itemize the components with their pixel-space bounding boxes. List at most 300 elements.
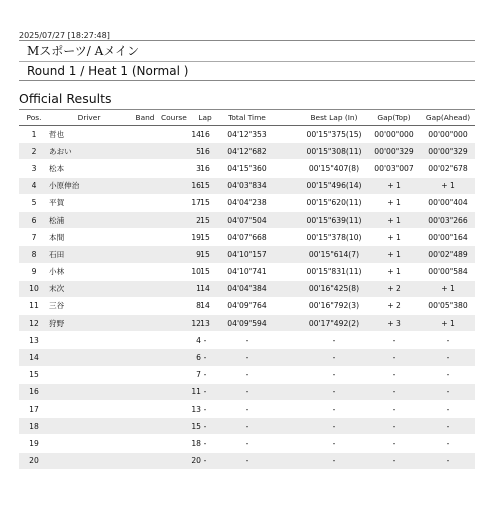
cell-lap-text: -: [203, 438, 207, 448]
table-row: [19, 332, 475, 349]
cell-best-lap: [289, 453, 379, 469]
cell-total-time: [217, 453, 277, 469]
cell-gap-ahead-text: 00'00"329: [428, 146, 468, 156]
cell-gap-ahead-text: 00'00"164: [428, 232, 468, 242]
cell-course-text: 17: [191, 198, 201, 208]
cell-best-lap: [289, 298, 379, 314]
cell-course-text: 18: [191, 438, 201, 448]
cell-gap-ahead: [423, 212, 473, 228]
cell-total-time-text: -: [245, 387, 249, 397]
cell-gap-ahead: [423, 126, 473, 142]
cell-total-time-text: 04'12"682: [227, 146, 267, 156]
cell-pos-text: 8: [31, 249, 37, 259]
table-row: [19, 126, 475, 143]
cell-pos: [19, 384, 49, 400]
cell-pos-text: 19: [29, 438, 39, 448]
cell-gap-ahead-text: -: [446, 456, 450, 466]
cell-driver: [49, 143, 129, 159]
print-timestamp: 2025/07/27 [18:27:48]: [19, 31, 110, 40]
cell-gap-ahead-text: -: [446, 404, 450, 414]
event-title: Mスポーツ/ Aメイン: [19, 41, 475, 62]
cell-total-time-text: 04'12"353: [227, 129, 267, 139]
table-row: [19, 281, 475, 298]
cell-driver: [49, 246, 129, 262]
header-band: Band: [135, 113, 155, 122]
event-header: [19, 40, 475, 81]
table-row: [19, 178, 475, 195]
cell-gap-top-text: + 3: [387, 318, 401, 328]
table-row: [19, 229, 475, 246]
cell-gap-ahead-text: -: [446, 370, 450, 380]
header-total-time: Total Time: [228, 113, 266, 122]
cell-band: [129, 367, 161, 383]
cell-pos-text: 10: [29, 284, 39, 294]
cell-pos: [19, 229, 49, 245]
cell-best-lap-text: 00'15"496(14): [306, 181, 362, 191]
cell-gap-top-text: + 1: [387, 181, 401, 191]
cell-driver: [49, 384, 129, 400]
cell-lap-text: 14: [200, 284, 210, 294]
cell-gap-ahead-text: + 1: [441, 284, 455, 294]
cell-total-time: [217, 418, 277, 434]
cell-gap-ahead-text: -: [446, 387, 450, 397]
cell-best-lap-text: 00'15"620(11): [306, 198, 362, 208]
cell-driver: [49, 126, 129, 142]
cell-best-lap-text: -: [332, 353, 336, 363]
cell-best-lap: [289, 126, 379, 142]
cell-total-time-text: 04'10"741: [227, 267, 267, 277]
cell-best-lap-text: 00'15"378(10): [306, 232, 362, 242]
cell-driver: [49, 178, 129, 194]
cell-best-lap: [289, 315, 379, 331]
cell-best-lap: [289, 367, 379, 383]
cell-gap-ahead: [423, 264, 473, 280]
cell-driver: [49, 315, 129, 331]
cell-total-time: [217, 315, 277, 331]
cell-band: [129, 195, 161, 211]
cell-gap-ahead: [423, 349, 473, 365]
cell-gap-top: [369, 418, 419, 434]
cell-band: [129, 349, 161, 365]
cell-gap-ahead: [423, 453, 473, 469]
cell-best-lap: [289, 246, 379, 262]
cell-pos: [19, 143, 49, 159]
cell-total-time: [217, 264, 277, 280]
cell-gap-ahead-text: 00'00"000: [428, 129, 468, 139]
table-header-row: [19, 110, 475, 126]
cell-gap-top: [369, 453, 419, 469]
cell-lap-text: -: [203, 370, 207, 380]
cell-gap-ahead: [423, 332, 473, 348]
table-row: [19, 315, 475, 332]
cell-driver: [49, 435, 129, 451]
cell-pos: [19, 195, 49, 211]
cell-band: [129, 160, 161, 176]
cell-driver-text: 哲也: [49, 129, 65, 139]
table-row: [19, 349, 475, 366]
cell-total-time: [217, 160, 277, 176]
cell-gap-top-text: -: [392, 370, 396, 380]
cell-gap-ahead-text: 00'02"489: [428, 249, 468, 259]
cell-best-lap-text: -: [332, 335, 336, 345]
cell-band: [129, 298, 161, 314]
cell-pos: [19, 332, 49, 348]
cell-total-time-text: -: [245, 421, 249, 431]
cell-best-lap: [289, 435, 379, 451]
cell-course-text: 5: [196, 146, 201, 156]
cell-pos: [19, 298, 49, 314]
cell-course-text: 12: [191, 318, 201, 328]
cell-total-time-text: 04'09"764: [227, 301, 267, 311]
header-driver: Driver: [77, 113, 101, 122]
cell-pos-text: 1: [31, 129, 37, 139]
cell-total-time: [217, 212, 277, 228]
cell-pos-text: 2: [31, 146, 37, 156]
cell-course-text: 11: [191, 387, 201, 397]
cell-pos-text: 15: [29, 370, 39, 380]
cell-gap-top: [369, 160, 419, 176]
cell-lap-text: -: [203, 353, 207, 363]
cell-best-lap-text: 00'15"375(15): [306, 129, 362, 139]
cell-gap-ahead-text: -: [446, 421, 450, 431]
cell-gap-ahead-text: -: [446, 438, 450, 448]
cell-driver-text: 本間: [49, 232, 65, 242]
cell-driver: [49, 212, 129, 228]
cell-total-time-text: -: [245, 404, 249, 414]
cell-lap-text: 16: [200, 146, 210, 156]
cell-lap-text: 15: [200, 181, 210, 191]
cell-gap-ahead: [423, 384, 473, 400]
cell-gap-ahead-text: 00'00"404: [428, 198, 468, 208]
cell-pos-text: 4: [31, 181, 37, 191]
cell-band: [129, 143, 161, 159]
cell-driver-text: 狩野: [49, 318, 65, 328]
cell-driver-text: あおい: [49, 146, 72, 156]
cell-driver-text: 三谷: [49, 301, 65, 311]
cell-gap-ahead: [423, 435, 473, 451]
cell-gap-top: [369, 435, 419, 451]
cell-best-lap-text: -: [332, 456, 336, 466]
table-row: [19, 195, 475, 212]
cell-best-lap-text: -: [332, 404, 336, 414]
cell-best-lap: [289, 264, 379, 280]
cell-gap-top: [369, 332, 419, 348]
cell-total-time: [217, 178, 277, 194]
cell-course-text: 19: [191, 232, 201, 242]
cell-pos-text: 14: [29, 353, 39, 363]
cell-gap-top-text: -: [392, 456, 396, 466]
cell-best-lap: [289, 143, 379, 159]
cell-best-lap-text: 00'15"407(8): [308, 163, 360, 173]
cell-gap-ahead: [423, 281, 473, 297]
cell-pos: [19, 178, 49, 194]
cell-best-lap: [289, 401, 379, 417]
cell-pos: [19, 160, 49, 176]
cell-total-time-text: 04'04"238: [227, 198, 267, 208]
table-row: [19, 418, 475, 435]
cell-course-text: 14: [191, 129, 201, 139]
results-table: [19, 109, 475, 470]
cell-pos: [19, 212, 49, 228]
cell-best-lap-text: -: [332, 387, 336, 397]
cell-total-time-text: 04'07"668: [227, 232, 267, 242]
header-pos: Pos.: [26, 113, 42, 122]
header-gap-top: Gap(Top): [377, 113, 411, 122]
cell-best-lap-text: 00'15"639(11): [306, 215, 362, 225]
cell-driver: [49, 453, 129, 469]
cell-pos-text: 16: [29, 387, 39, 397]
cell-pos-text: 12: [29, 318, 39, 328]
cell-pos: [19, 126, 49, 142]
cell-driver: [49, 298, 129, 314]
cell-course-text: 6: [196, 353, 201, 363]
cell-gap-top-text: -: [392, 421, 396, 431]
cell-gap-ahead: [423, 401, 473, 417]
cell-gap-ahead-text: -: [446, 353, 450, 363]
cell-best-lap: [289, 178, 379, 194]
cell-total-time-text: 04'09"594: [227, 318, 267, 328]
cell-gap-ahead: [423, 160, 473, 176]
cell-best-lap: [289, 281, 379, 297]
cell-lap-text: 15: [200, 215, 210, 225]
cell-gap-top-text: + 1: [387, 215, 401, 225]
cell-gap-top: [369, 178, 419, 194]
cell-pos: [19, 315, 49, 331]
cell-total-time: [217, 143, 277, 159]
cell-total-time: [217, 349, 277, 365]
cell-lap-text: 15: [200, 198, 210, 208]
table-row: [19, 160, 475, 177]
cell-lap-text: 13: [200, 318, 210, 328]
table-row: [19, 246, 475, 263]
cell-gap-ahead: [423, 298, 473, 314]
cell-total-time: [217, 298, 277, 314]
cell-driver-text: 末次: [49, 284, 65, 294]
cell-gap-top-text: -: [392, 353, 396, 363]
section-title: Official Results: [19, 91, 112, 106]
cell-band: [129, 315, 161, 331]
cell-best-lap-text: -: [332, 370, 336, 380]
cell-total-time: [217, 195, 277, 211]
cell-pos-text: 11: [29, 301, 39, 311]
cell-gap-top: [369, 349, 419, 365]
cell-best-lap: [289, 212, 379, 228]
cell-best-lap-text: 00'15"308(11): [306, 146, 362, 156]
cell-band: [129, 178, 161, 194]
cell-course-text: 2: [196, 215, 201, 225]
cell-gap-top-text: 00'03"007: [374, 163, 414, 173]
table-row: [19, 212, 475, 229]
cell-pos-text: 13: [29, 335, 39, 345]
cell-driver: [49, 418, 129, 434]
cell-lap-text: 15: [200, 249, 210, 259]
cell-total-time-text: -: [245, 438, 249, 448]
cell-driver-text: 松本: [49, 163, 65, 173]
cell-course-text: 4: [196, 335, 201, 345]
cell-pos-text: 3: [31, 163, 37, 173]
cell-lap-text: 15: [200, 267, 210, 277]
cell-total-time: [217, 367, 277, 383]
cell-driver: [49, 401, 129, 417]
cell-driver: [49, 332, 129, 348]
cell-total-time-text: 04'10"157: [227, 249, 267, 259]
cell-gap-top: [369, 195, 419, 211]
cell-gap-top-text: -: [392, 404, 396, 414]
cell-band: [129, 229, 161, 245]
cell-driver: [49, 281, 129, 297]
cell-gap-top-text: -: [392, 335, 396, 345]
cell-band: [129, 126, 161, 142]
cell-gap-top: [369, 315, 419, 331]
cell-band: [129, 384, 161, 400]
cell-gap-top: [369, 401, 419, 417]
cell-pos: [19, 349, 49, 365]
cell-gap-top-text: + 1: [387, 249, 401, 259]
cell-gap-top-text: -: [392, 438, 396, 448]
table-row: [19, 435, 475, 452]
cell-total-time: [217, 126, 277, 142]
cell-total-time-text: 04'04"384: [227, 284, 267, 294]
cell-course-text: 3: [196, 163, 201, 173]
cell-gap-ahead: [423, 315, 473, 331]
cell-band: [129, 212, 161, 228]
cell-total-time: [217, 281, 277, 297]
cell-band: [129, 453, 161, 469]
table-row: [19, 367, 475, 384]
cell-pos-text: 7: [31, 232, 37, 242]
cell-driver-text: 松浦: [49, 215, 65, 225]
cell-course-text: 13: [191, 404, 201, 414]
cell-total-time: [217, 401, 277, 417]
cell-gap-ahead-text: 00'00"584: [428, 267, 468, 277]
cell-gap-top-text: + 1: [387, 232, 401, 242]
cell-lap-text: 16: [200, 129, 210, 139]
cell-gap-ahead: [423, 418, 473, 434]
cell-pos-text: 18: [29, 421, 39, 431]
cell-gap-ahead: [423, 246, 473, 262]
table-row: [19, 401, 475, 418]
cell-gap-top: [369, 212, 419, 228]
cell-driver: [49, 349, 129, 365]
cell-gap-top-text: 00'00"000: [374, 129, 414, 139]
cell-band: [129, 281, 161, 297]
cell-best-lap: [289, 332, 379, 348]
cell-gap-top-text: + 1: [387, 267, 401, 277]
cell-pos: [19, 264, 49, 280]
cell-driver: [49, 264, 129, 280]
cell-gap-top: [369, 298, 419, 314]
cell-gap-top: [369, 143, 419, 159]
cell-course-text: 1: [196, 284, 201, 294]
cell-total-time: [217, 435, 277, 451]
table-row: [19, 453, 475, 470]
cell-pos-text: 9: [31, 267, 37, 277]
cell-total-time-text: 04'03"834: [227, 181, 267, 191]
cell-gap-top-text: + 1: [387, 198, 401, 208]
cell-total-time-text: -: [245, 353, 249, 363]
cell-gap-top-text: + 2: [387, 301, 401, 311]
header-gap-ahead: Gap(Ahead): [425, 113, 471, 122]
cell-best-lap-text: -: [332, 438, 336, 448]
cell-gap-ahead-text: 00'03"266: [428, 215, 468, 225]
cell-lap-text: -: [203, 421, 207, 431]
cell-total-time-text: -: [245, 370, 249, 380]
cell-pos: [19, 435, 49, 451]
cell-pos: [19, 281, 49, 297]
cell-total-time-text: -: [245, 456, 249, 466]
cell-lap-text: -: [203, 404, 207, 414]
cell-band: [129, 264, 161, 280]
cell-pos-text: 6: [31, 215, 37, 225]
cell-best-lap: [289, 229, 379, 245]
cell-gap-top: [369, 367, 419, 383]
cell-lap-text: 16: [200, 163, 210, 173]
cell-pos: [19, 367, 49, 383]
cell-total-time: [217, 384, 277, 400]
cell-pos-text: 17: [29, 404, 39, 414]
cell-pos: [19, 401, 49, 417]
cell-pos-text: 5: [31, 198, 37, 208]
cell-course-text: 10: [191, 267, 201, 277]
header-course: Course: [161, 113, 187, 122]
cell-lap-text: -: [203, 387, 207, 397]
cell-best-lap: [289, 195, 379, 211]
cell-gap-top: [369, 281, 419, 297]
cell-band: [129, 401, 161, 417]
cell-total-time-text: -: [245, 335, 249, 345]
cell-course-text: 15: [191, 421, 201, 431]
cell-driver-text: 小林: [49, 267, 65, 277]
table-row: [19, 143, 475, 160]
cell-gap-top-text: -: [392, 387, 396, 397]
cell-gap-ahead: [423, 229, 473, 245]
cell-gap-ahead-text: + 1: [441, 181, 455, 191]
cell-driver: [49, 195, 129, 211]
cell-band: [129, 435, 161, 451]
cell-gap-ahead: [423, 178, 473, 194]
cell-total-time-text: 04'07"504: [227, 215, 267, 225]
table-row: [19, 298, 475, 315]
cell-best-lap-text: 00'16"792(3): [308, 301, 360, 311]
cell-best-lap-text: -: [332, 421, 336, 431]
cell-course-text: 16: [191, 181, 201, 191]
cell-total-time: [217, 332, 277, 348]
cell-course-text: 9: [196, 249, 201, 259]
cell-pos: [19, 418, 49, 434]
table-body: [19, 126, 475, 470]
cell-gap-ahead-text: + 1: [441, 318, 455, 328]
cell-gap-top: [369, 126, 419, 142]
table-row: [19, 384, 475, 401]
cell-best-lap-text: 00'15"614(7): [308, 249, 360, 259]
cell-course-text: 7: [196, 370, 201, 380]
cell-lap-text: -: [203, 456, 207, 466]
cell-total-time-text: 04'15"360: [227, 163, 267, 173]
cell-driver: [49, 160, 129, 176]
cell-best-lap: [289, 160, 379, 176]
cell-pos-text: 20: [29, 456, 39, 466]
table-row: [19, 264, 475, 281]
cell-best-lap-text: 00'16"425(8): [308, 284, 360, 294]
cell-course-text: 20: [191, 456, 201, 466]
cell-driver-text: 平賀: [49, 198, 65, 208]
cell-best-lap: [289, 418, 379, 434]
cell-total-time: [217, 229, 277, 245]
heat-title: Round 1 / Heat 1 (Normal ): [19, 62, 475, 81]
header-lap: Lap: [198, 113, 212, 122]
cell-driver-text: 小原伸治: [49, 181, 80, 191]
cell-driver-text: 石田: [49, 249, 65, 259]
